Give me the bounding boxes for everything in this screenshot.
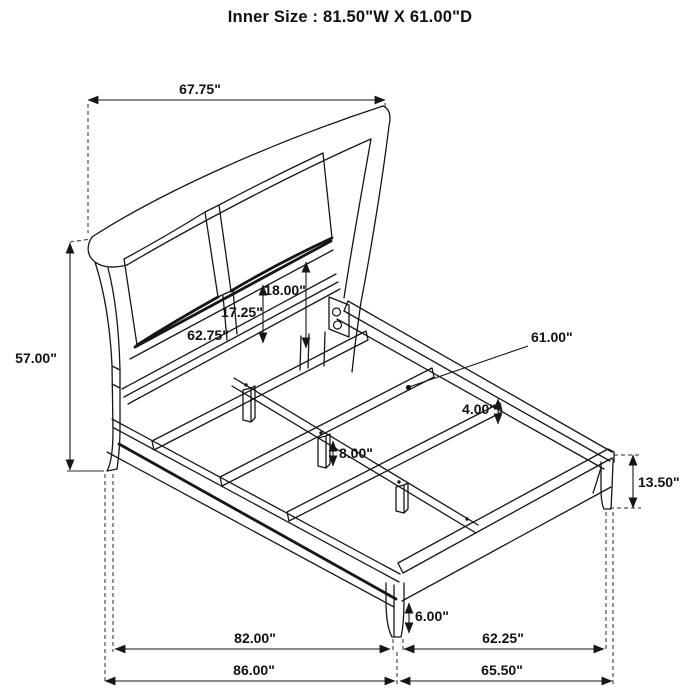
dim-front-leg-height [409, 603, 449, 633]
dim-label-headboard-inner-width: 62.75" [187, 327, 229, 343]
dim-label-side-rail-height: 13.50" [638, 474, 680, 490]
dim-overall-width [400, 662, 612, 681]
dim-label-slat-width: 4.00" [462, 401, 496, 417]
dim-center-leg-height [333, 441, 373, 466]
dim-headboard-height [15, 239, 104, 471]
headboard [88, 106, 390, 471]
dim-overall-length [105, 662, 395, 681]
dim-headboard-inner-width [187, 327, 229, 343]
dim-label-footboard-inner-width: 62.25" [482, 630, 524, 646]
dim-footboard-inner-width [404, 630, 604, 649]
dim-label-slat-length: 61.00" [531, 329, 573, 345]
dim-label-front-leg-height: 6.00" [415, 608, 449, 624]
legs [243, 386, 613, 637]
dim-label-headboard-width: 67.75" [179, 81, 221, 97]
dim-label-panel-inner-height: 17.25" [221, 304, 263, 320]
diagram-title: Inner Size : 81.50"W X 61.00"D [227, 8, 473, 26]
bracket-hole [334, 321, 342, 329]
bracket-hole [333, 308, 341, 316]
dim-headboard-width [88, 81, 385, 233]
dim-label-overall-width: 65.50" [481, 662, 523, 678]
dim-label-center-leg-height: 8.00" [339, 445, 373, 461]
dim-label-rail-inner-length: 82.00" [234, 630, 276, 646]
dim-side-rail-height [610, 455, 680, 508]
dim-label-overall-length: 86.00" [233, 662, 275, 678]
dim-label-panel-height: 18.00" [264, 282, 306, 298]
dim-label-headboard-height: 57.00" [15, 350, 57, 366]
dim-rail-inner-length [115, 630, 390, 649]
